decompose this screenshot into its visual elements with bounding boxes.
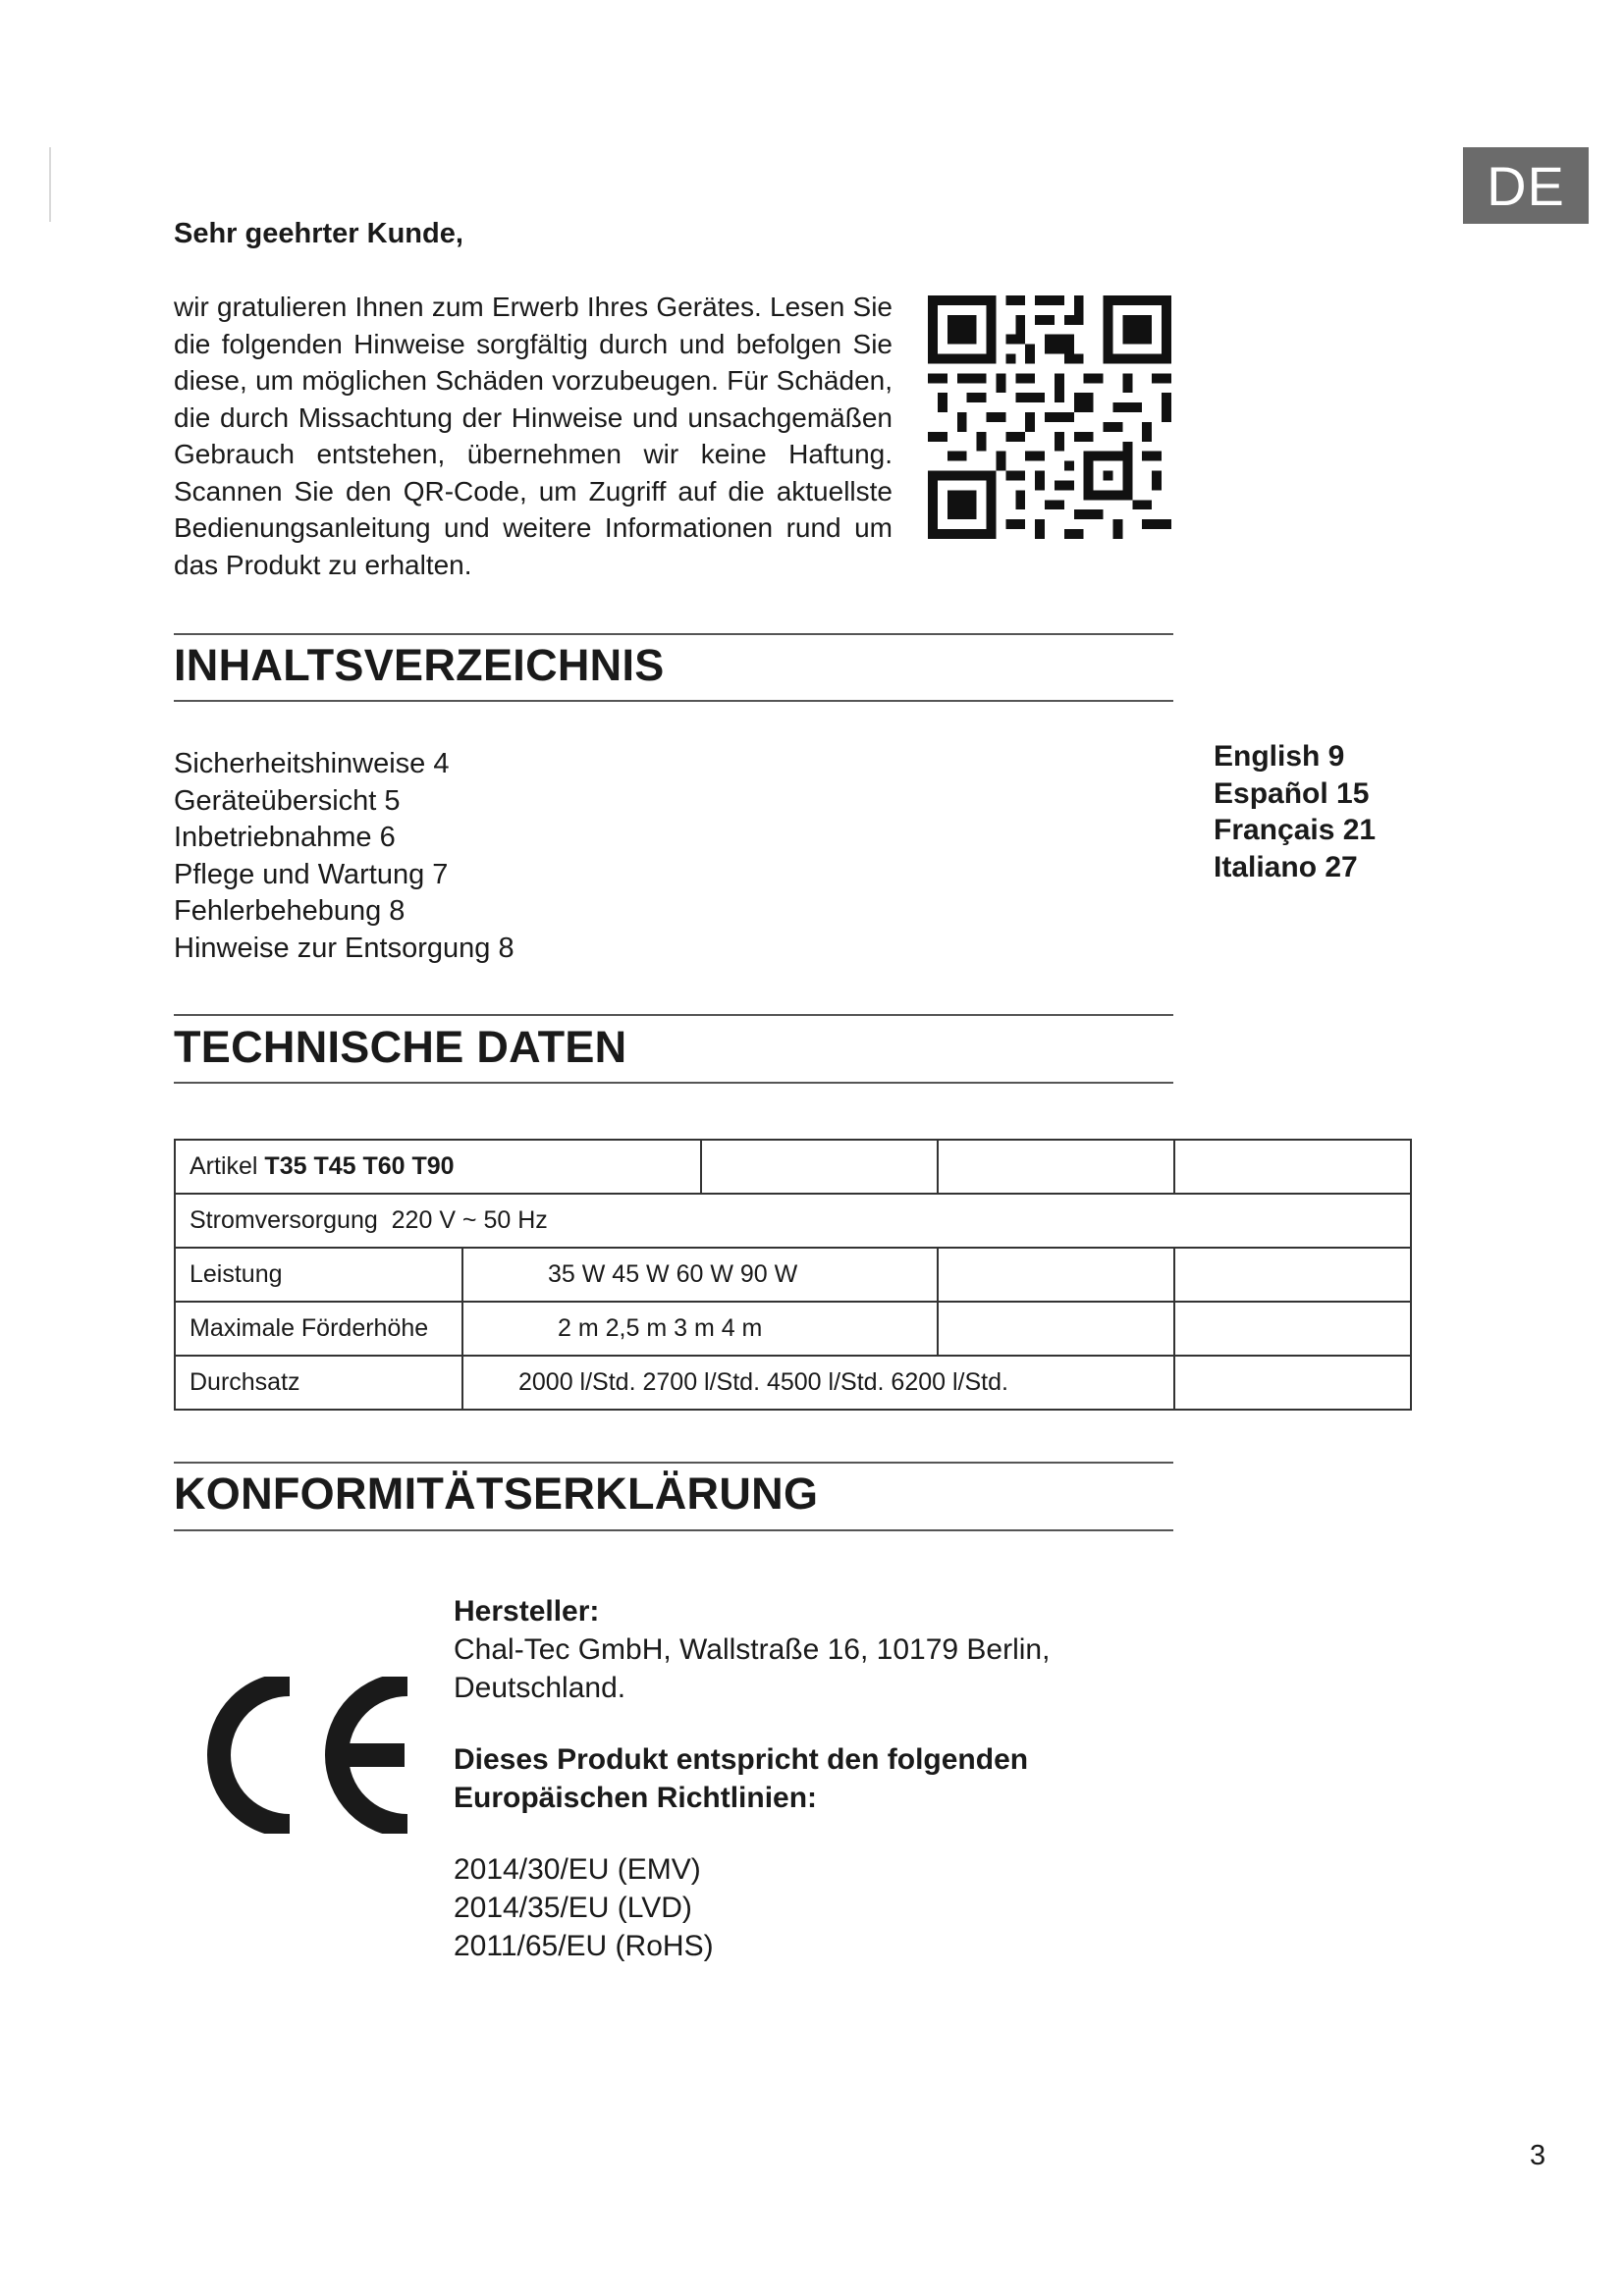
manufacturer-label: Hersteller: bbox=[454, 1595, 600, 1628]
article-label: Artikel bbox=[189, 1152, 258, 1180]
power-supply-label: Stromversorgung bbox=[189, 1206, 378, 1234]
language-item: English 9 bbox=[1214, 740, 1345, 773]
language-tab: DE bbox=[1463, 147, 1589, 224]
rule bbox=[174, 1014, 1173, 1016]
table-row bbox=[175, 1140, 1411, 1194]
toc-item: Geräteübersicht 5 bbox=[174, 784, 401, 817]
table-row bbox=[175, 1248, 1411, 1302]
rule bbox=[174, 1529, 1173, 1531]
manufacturer-block bbox=[454, 1592, 1161, 1965]
empty-cell bbox=[1174, 1356, 1411, 1410]
toc-item: Inbetriebnahme 6 bbox=[174, 822, 396, 853]
qr-code bbox=[928, 294, 1171, 540]
directive: 2014/35/EU (LVD) bbox=[454, 1892, 692, 1924]
page-number: 3 bbox=[1530, 2140, 1546, 2171]
power-supply-value: 220 V ~ 50 Hz bbox=[391, 1206, 548, 1234]
ce-mark-icon bbox=[196, 1677, 417, 1834]
language-item: Italiano 27 bbox=[1214, 850, 1358, 883]
row-label: Leistung bbox=[175, 1248, 462, 1302]
article-models: T35 T45 T60 T90 bbox=[264, 1152, 455, 1180]
specs-heading: TECHNISCHE DATEN bbox=[174, 1022, 627, 1072]
row-label: Durchsatz bbox=[175, 1356, 462, 1410]
table-row bbox=[175, 1194, 1411, 1248]
rule bbox=[174, 700, 1173, 702]
rule bbox=[174, 1462, 1173, 1464]
conformity-heading: KONFORMITÄTSERKLÄRUNG bbox=[174, 1468, 819, 1519]
table-row bbox=[175, 1302, 1411, 1356]
margin-mark bbox=[49, 147, 51, 222]
greeting: Sehr geehrter Kunde, bbox=[174, 218, 463, 249]
intro-paragraph: wir gratulieren Ihnen zum Erwerb Ihres Gerätes. Lesen Sie die folgenden Hinweise sorgfältig durch und befolgen Sie diese, um möglichen Schäden vorzubeugen. Für Schäden, die durch Missachtung der Hinweise und unsachgemäßen Gebrauch entstehen, übernehmen wir keine Haftung. Scannen Sie den QR-Code, um Zugriff auf die aktuellste Bedienungsanleitung und weitere Informationen rund um das Produkt zu erhalten. bbox=[174, 292, 893, 580]
conformity-statement: Dieses Produkt entspricht den folgenden Europäischen Richtlinien: bbox=[454, 1743, 1029, 1814]
row-value: 2 m 2,5 m 3 m 4 m bbox=[462, 1302, 938, 1356]
specs-table bbox=[174, 1139, 1412, 1411]
row-value: 35 W 45 W 60 W 90 W bbox=[462, 1248, 938, 1302]
table-row bbox=[175, 1356, 1411, 1410]
toc-item: Sicherheitshinweise 4 bbox=[174, 748, 450, 779]
empty-cell bbox=[938, 1302, 1174, 1356]
row-label: Maximale Förderhöhe bbox=[175, 1302, 462, 1356]
toc-heading: INHALTSVERZEICHNIS bbox=[174, 640, 665, 690]
power-supply-cell bbox=[175, 1194, 1411, 1248]
empty-cell bbox=[701, 1140, 938, 1194]
empty-cell bbox=[938, 1248, 1174, 1302]
toc-item: Fehlerbehebung 8 bbox=[174, 895, 406, 927]
language-item: Español 15 bbox=[1214, 776, 1370, 810]
rule bbox=[174, 1082, 1173, 1084]
rule bbox=[174, 633, 1173, 635]
empty-cell bbox=[1174, 1140, 1411, 1194]
toc-list bbox=[174, 746, 514, 967]
toc-item: Hinweise zur Entsorgung 8 bbox=[174, 932, 514, 964]
empty-cell bbox=[1174, 1248, 1411, 1302]
directive: 2011/65/EU (RoHS) bbox=[454, 1930, 714, 1962]
language-list bbox=[1214, 738, 1376, 885]
toc-item: Pflege und Wartung 7 bbox=[174, 858, 449, 890]
empty-cell bbox=[938, 1140, 1174, 1194]
language-item: Français 21 bbox=[1214, 814, 1377, 846]
article-cell bbox=[175, 1140, 701, 1194]
directive: 2014/30/EU (EMV) bbox=[454, 1853, 701, 1886]
empty-cell bbox=[1174, 1302, 1411, 1356]
row-value: 2000 l/Std. 2700 l/Std. 4500 l/Std. 6200 l/Std. bbox=[462, 1356, 1174, 1410]
manufacturer-address: Chal-Tec GmbH, Wallstraße 16, 10179 Berlin, Deutschland. bbox=[454, 1633, 1051, 1704]
